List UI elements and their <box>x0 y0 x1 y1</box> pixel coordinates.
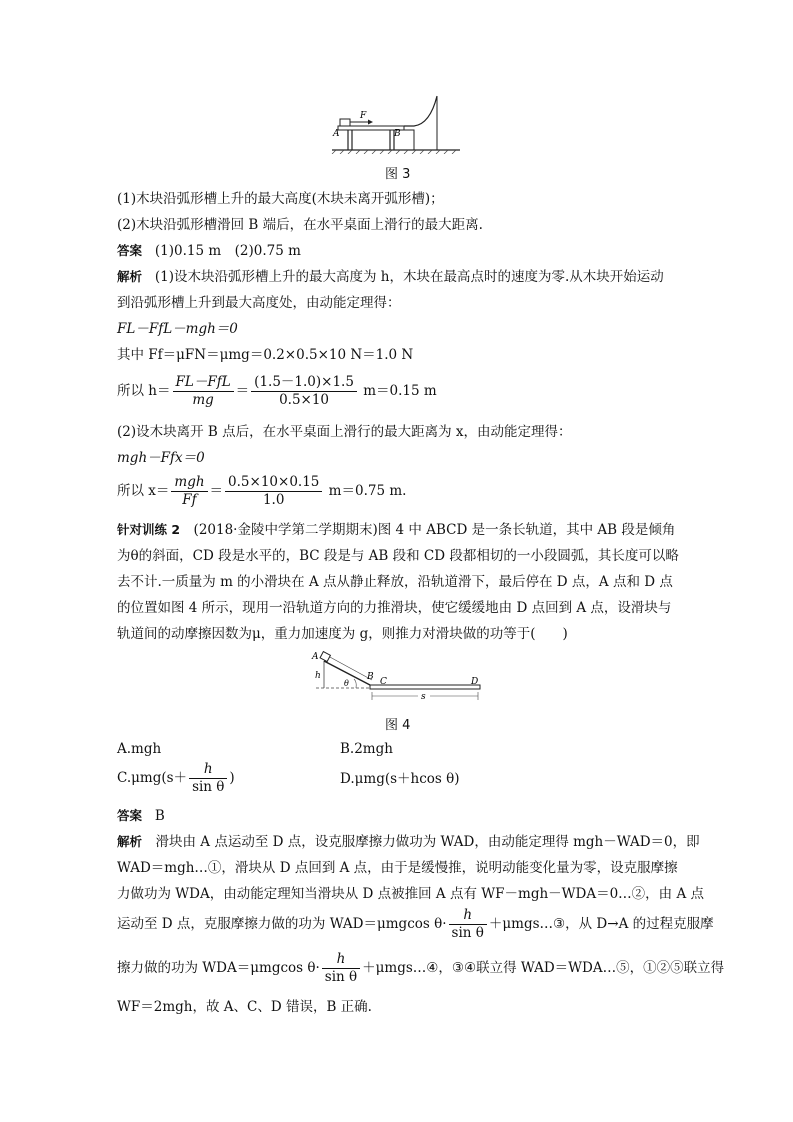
label-s: s <box>421 692 426 702</box>
eq3-fraction-2: $\frac{(1.5-1.0)\times 1.5}{0.5\times 10}$ <box>251 374 357 409</box>
analysis-2-line-4: 运动至 D 点，克服摩擦力做的功为 WAD＝μmgcos θ· $\frac{h}{\text{sin θ}}$ ＋μmgs…③，从 D→A 的过程克服摩 <box>117 907 714 941</box>
label-A4: A <box>312 652 319 662</box>
equation-1: FL－FfL－mgh＝0 <box>117 321 238 337</box>
equation-3: 所以 h＝ $\frac{\text{FL－FfL}}{mg}$ ＝ $\frac{(1.5-1.0)\times 1.5}{0.5\times 10}$ m＝0.15 m <box>117 374 437 408</box>
training-2-line-4: 的位置如图 4 所示，现用一沿轨道方向的力推滑块，使它缓缓地由 D 点回到 A 点，设滑块与 <box>117 600 672 616</box>
analysis-2-fraction-1: $\frac{h}{\text{sin θ}}$ <box>449 907 487 942</box>
answer-2-text: B <box>154 808 165 824</box>
eq5-fraction-1: $\frac{\text{mgh}}{Ff}$ <box>171 474 207 509</box>
eq5-prefix: 所以 x＝ <box>117 483 170 499</box>
analysis-2-label: 解析 <box>117 834 143 849</box>
option-d: D.μmg(s＋hcos θ) <box>340 771 460 787</box>
label-F: F <box>360 111 367 121</box>
label-B4: B <box>367 672 374 682</box>
label-h: h <box>315 671 321 681</box>
equation-2: 其中 Ff＝μFN＝μmg＝0.2×0.5×10 N＝1.0 N <box>117 347 414 363</box>
figure-3-caption: 图 3 <box>385 167 411 182</box>
analysis-1-line-1 <box>117 268 664 286</box>
analysis-2-line-3: 力做功为 WDA，由动能定理知当滑块从 D 点被推回 A 点有 WF－mgh－WDA＝0…②，由 A 点 <box>117 886 705 902</box>
analysis-label: 解析 <box>117 269 143 284</box>
training-2-line-1: 针对训练 2 (2018·金陵中学第二学期期末)图 4 中 ABCD 是一条长轨道，其中 AB 段是倾角 <box>117 522 676 538</box>
label-C4: C <box>380 677 387 687</box>
eq5-fraction-2: $\frac{0.5\times 10\times 0.15}{1.0}$ <box>225 474 322 509</box>
question-1: (1)木块沿弧形槽上升的最大高度(木块未离开弧形槽)； <box>117 191 444 207</box>
answer-2-label: 答案 <box>117 808 143 823</box>
training-2-line-5: 轨道间的动摩擦因数为μ，重力加速度为 g，则推力对滑块做的功等于( ) <box>117 626 568 642</box>
analysis-text: (1)设木块沿弧形槽上升的最大高度为 h，木块在最高点时的速度为零.从木块开始运动 <box>154 269 664 285</box>
slider-block <box>320 652 330 662</box>
analysis-1-line-2: 到沿弧形槽上升到最大高度处，由动能定理得： <box>117 295 401 311</box>
label-theta: θ <box>344 679 349 688</box>
label-A: A <box>333 129 340 139</box>
answer-2 <box>117 807 165 825</box>
analysis-2-line-1: 解析 滑块由 A 点运动至 D 点，设克服摩擦力做功为 WAD，由动能定理得 mgh－WAD＝0，即 <box>117 834 700 850</box>
analysis-2-line-6: WF＝2mgh，故 A、C、D 错误，B 正确. <box>117 999 372 1015</box>
block <box>340 119 350 126</box>
answer-text: (1)0.15 m (2)0.75 m <box>154 243 301 259</box>
option-b: B.2mgh <box>340 741 393 757</box>
training-label: 针对训练 2 <box>117 522 181 537</box>
option-a: A.mgh <box>117 741 162 757</box>
equation-4: mgh－Ffx＝0 <box>117 450 205 466</box>
training-2-line-2: 为θ的斜面，CD 段是水平的，BC 段是与 AB 段和 CD 段都相切的一小段圆弧，其长度可以略 <box>117 548 679 564</box>
training-2-line-3: 去不计.一质量为 m 的小滑块在 A 点从静止释放，沿轨道滑下，最后停在 D 点，A 点和 D 点 <box>117 574 673 590</box>
label-D4: D <box>471 677 479 687</box>
option-c: C.μmg(s＋ $\frac{h}{\text{sin θ}}$ ) <box>117 761 235 795</box>
answer-label: 答案 <box>117 243 143 258</box>
eq3-prefix: 所以 h＝ <box>117 383 171 399</box>
question-2: (2)木块沿弧形槽滑回 B 端后，在水平桌面上滑行的最大距离. <box>117 217 483 233</box>
analysis-2-fraction-2: $\frac{h}{\text{sin θ}}$ <box>322 951 360 986</box>
analysis-2-line-2: WAD＝mgh…①，滑块从 D 点回到 A 点，由于是缓慢推，说明动能变化量为零，设克服摩擦 <box>117 860 678 876</box>
option-c-fraction: $\frac{h}{\text{sin θ}}$ <box>189 761 227 796</box>
analysis-2-line-5: 擦力做的功为 WDA＝μmgcos θ· $\frac{h}{\text{sin θ}}$ ＋μmgs…④，③④联立得 WAD＝WDA…⑤，①②⑤联立得 <box>117 951 725 985</box>
figure-3-diagram <box>330 92 465 154</box>
equation-5: 所以 x＝ $\frac{\text{mgh}}{Ff}$ ＝ $\frac{0.5\times 10\times 0.15}{1.0}$ m＝0.75 m. <box>117 474 407 508</box>
label-B: B <box>394 129 401 139</box>
figure-4-diagram <box>310 648 490 706</box>
answer-1 <box>117 242 301 260</box>
analysis-1-line-3: (2)设木块离开 B 点后，在水平桌面上滑行的最大距离为 x，由动能定理得： <box>117 424 572 440</box>
figure-4-caption: 图 4 <box>385 718 411 733</box>
eq3-fraction-1: $\frac{\text{FL－FfL}}{mg}$ <box>173 374 234 409</box>
